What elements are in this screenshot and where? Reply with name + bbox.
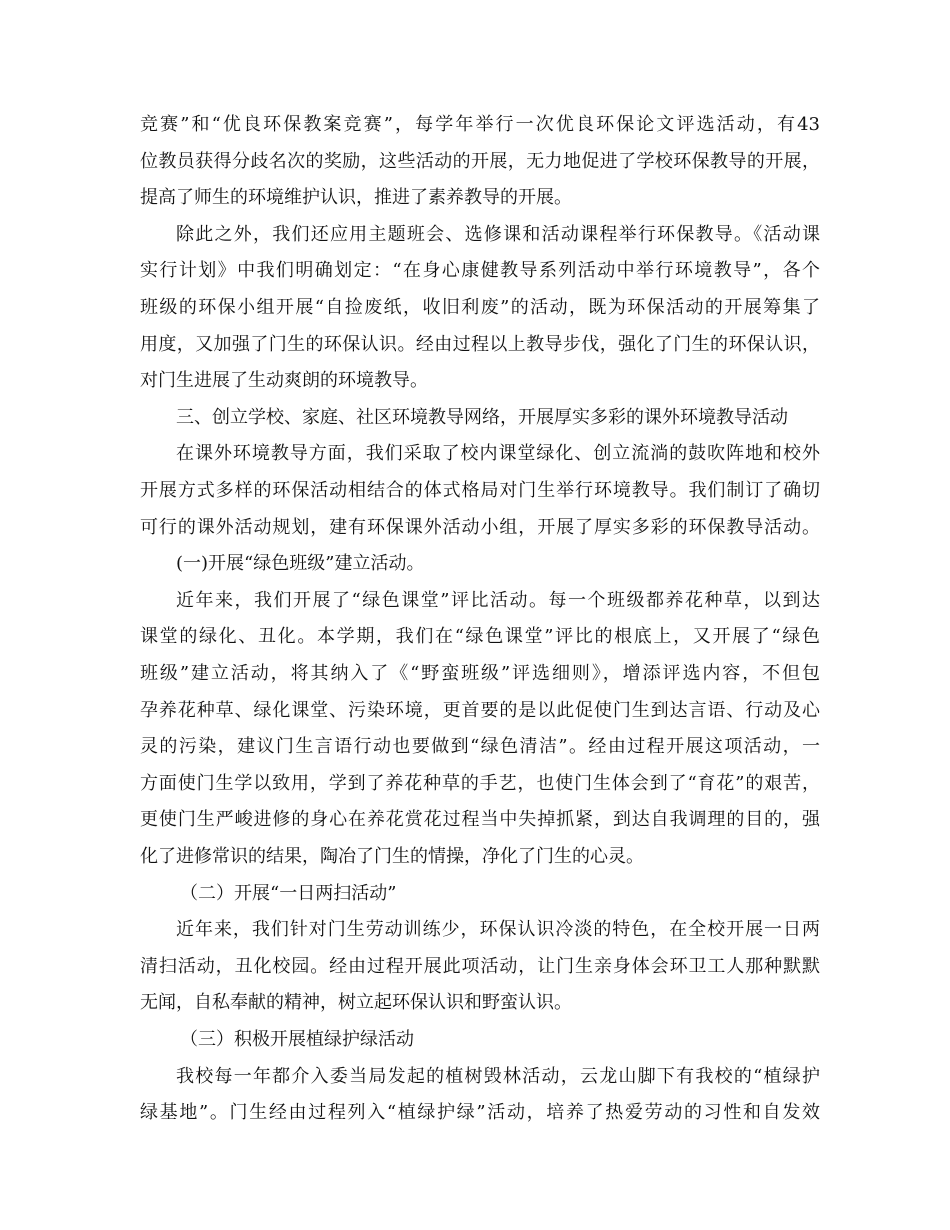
text-line: 绿基地”。门生经由过程列入“植绿护绿”活动，培养了热爱劳动的习性和自发效 <box>140 1102 820 1124</box>
text-line: 竞赛”和“优良环保教案竞赛”，每学年举行一次优良环保论文评选活动，有43 <box>140 114 820 135</box>
text-line: 班级”建立活动，将其纳入了《“野蛮班级”评选细则》，增添评选内容，不但包 <box>140 663 820 684</box>
text-line: 可行的课外活动规划，建有环保课外活动小组，开展了厚实多彩的环保教导活动。 <box>140 516 820 538</box>
text-line: 更使门生严峻进修的身心在养花赏花过程当中失掉抓紧，到达自我调理的目的，强 <box>140 809 820 831</box>
text-line: 对门生进展了生动爽朗的环境教导。 <box>140 370 428 392</box>
text-line: 位教员获得分歧名次的奖励，这些活动的开展，无力地促进了学校环保教导的开展， <box>140 150 820 172</box>
text-line: 近年来，我们开展了“绿色课堂”评比活动。每一个班级都养花种草，以到达 <box>176 589 820 611</box>
text-line: 三、创立学校、家庭、社区环境教导网络，开展厚实多彩的课外环境教导活动 <box>176 406 788 428</box>
text-line: 孕养花种草、绿化课堂、污染环境，更首要的是以此促使门生到达言语、行动及心 <box>140 699 820 721</box>
text-line: 除此之外，我们还应用主题班会、选修课和活动课程举行环保教导。《活动课 <box>176 223 820 245</box>
text-line: (一)开展“绿色班级”建立活动。 <box>176 553 425 575</box>
text-line: 无闻，自私奉献的精神，树立起环保认识和野蛮认识。 <box>140 992 572 1014</box>
text-line: （二）开展“一日两扫活动” <box>180 882 397 904</box>
text-line: 在课外环境教导方面，我们采取了校内课堂绿化、创立流淌的鼓吹阵地和校外 <box>176 443 820 465</box>
text-line: （三）积极开展植绿护绿活动 <box>180 1029 414 1050</box>
text-line: 提高了师生的环境维护认识，推进了素养教导的开展。 <box>140 187 572 209</box>
text-line: 化了进修常识的结果，陶冶了门生的情操，净化了门生的心灵。 <box>140 846 644 867</box>
text-line: 班级的环保小组开展“自捡废纸，收旧利废”的活动，既为环保活动的开展筹集了 <box>140 297 820 318</box>
text-line: 清扫活动，丑化校园。经由过程开展此项活动，让门生亲身体会环卫工人那种默默 <box>140 955 820 977</box>
text-line: 近年来，我们针对门生劳动训练少，环保认识冷淡的特色，在全校开展一日两 <box>176 919 820 941</box>
text-line: 方面使门生学以致用，学到了养花种草的手艺，也使门生体会到了“育花”的艰苦， <box>140 772 820 794</box>
text-line: 开展方式多样的环保活动相结合的体式格局对门生举行环境教导。我们制订了确切 <box>140 480 820 501</box>
text-line: 用度，又加强了门生的环保认识。经由过程以上教导步伐，强化了门生的环保认识， <box>140 333 820 355</box>
text-line: 实行计划》中我们明确划定：“在身心康健教导系列活动中举行环境教导”，各个 <box>140 260 820 282</box>
text-line: 灵的污染，建议门生言语行动也要做到“绿色清洁”。经由过程开展这项活动，一 <box>140 736 820 758</box>
text-line: 我校每一年都介入委当局发起的植树毁林活动，云龙山脚下有我校的“植绿护 <box>176 1065 820 1087</box>
text-line: 课堂的绿化、丑化。本学期，我们在“绿色课堂”评比的根底上，又开展了“绿色 <box>140 626 820 648</box>
